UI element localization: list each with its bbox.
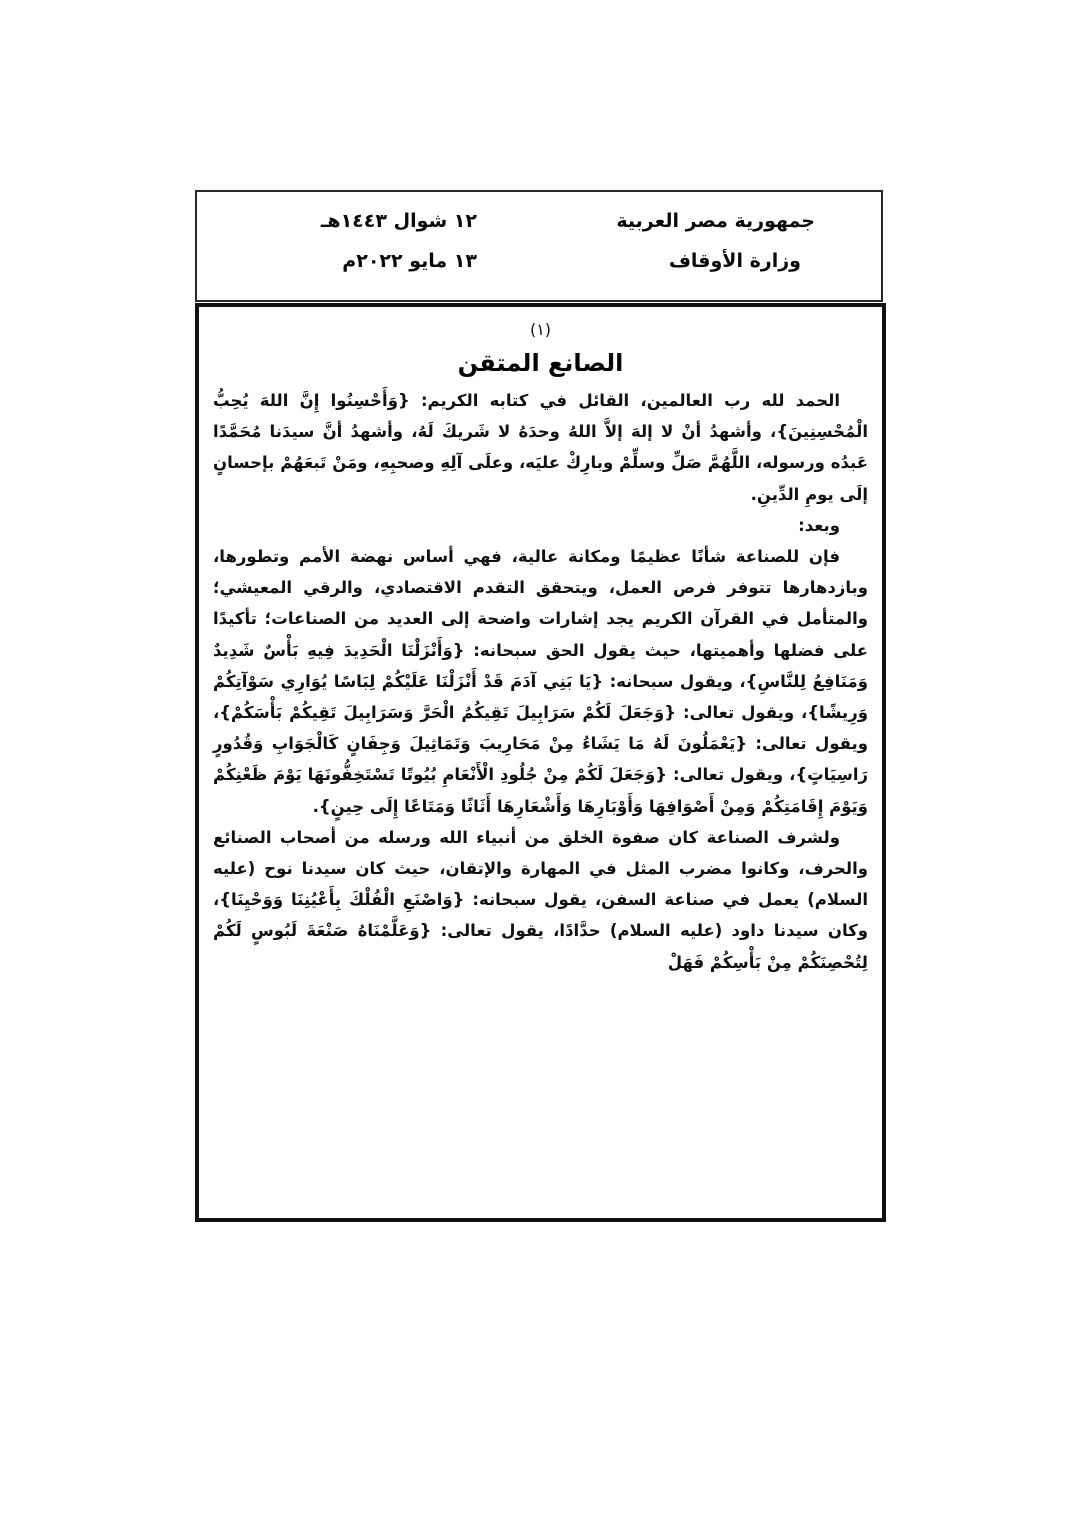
issuer-block <box>616 208 815 288</box>
date-block <box>267 208 477 288</box>
country-name: جمهورية مصر العربية <box>616 210 815 232</box>
paragraph-transition: وبعد: <box>798 515 840 535</box>
gregorian-date: ١٣ مايو ٢٠٢٢م <box>342 250 477 272</box>
ministry-name: وزارة الأوقاف <box>668 250 801 272</box>
section-number: (١) <box>529 320 552 339</box>
sermon-content <box>213 317 868 978</box>
sermon-body <box>195 303 886 1222</box>
paragraph-opening: الحمد لله رب العالمين، القائل في كتابه الكريم: {وَأَحْسِنُوا إِنَّ اللهَ يُحِبُّ الْمُحْسِنِينَ}، وأشهدُ أنْ لا إلهَ إلاَّ اللهُ وحدَهُ لا شَريكَ لَهُ، وأشهدُ أنَّ سيدَنا مُحَمَّدًا عَبدُه ورسوله، اللَّهُمَّ صَلِّ وسلِّمْ وبارِكْ عليَه، وعلَى آلِهِ وصحبِهِ، ومَنْ تَبعَهُمْ بإحسانٍ إلَى يومِ الدِّينِ. <box>213 391 868 504</box>
hijri-date: ١٢ شوال ١٤٤٣هـ <box>320 210 477 232</box>
document-header <box>195 190 883 302</box>
section-title: الصانع المتقن <box>457 349 624 377</box>
paragraph-prophets-crafts: ولشرف الصناعة كان صفوة الخلق من أنبياء الله ورسله من أصحاب الصنائع والحرف، وكانوا مضرب المثل في المهارة والإتقان، حيث كان سيدنا نوح (عليه السلام) يعمل في صناعة السفن، يقول سبحانه: {وَاصْنَعِ الْفُلْكَ بِأَعْيُنِنَا وَوَحْيِنَا}، وكان سيدنا داود (عليه السلام) حدَّادًا، يقول تعالى: {وَعَلَّمْنَاهُ صَنْعَةَ لَبُوسٍ لَكُمْ لِتُحْصِنَكُمْ مِنْ بَأْسِكُمْ فَهَلْ <box>213 827 868 972</box>
paragraph-industry-importance: فإن للصناعة شأنًا عظيمًا ومكانة عالية، فهي أساس نهضة الأمم وتطورها، وبازدهارها تتوفر فرص العمل، ويتحقق التقدم الاقتصادي، والرقي المعيشي؛ والمتأمل في القرآن الكريم يجد إشارات واضحة إلى العديد من الصناعات؛ تأكيدًا على فضلها وأهميتها، حيث يقول الحق سبحانه: {وَأَنْزَلْنَا الْحَدِيدَ فِيهِ بَأْسٌ شَدِيدٌ وَمَنَافِعُ لِلنَّاسِ}، ويقول سبحانه: {يَا بَنِي آدَمَ قَدْ أَنْزَلْنَا عَلَيْكُمْ لِبَاسًا يُوَارِي سَوْآتِكُمْ وَرِيشًا}، ويقول تعالى: {وَجَعَلَ لَكُمْ سَرَابِيلَ تَقِيكُمُ الْحَرَّ وَسَرَابِيلَ تَقِيكُمْ بَأْسَكُمْ}، ويقول تعالى: {يَعْمَلُونَ لَهُ مَا يَشَاءُ مِنْ مَحَارِيبَ وَتَمَاثِيلَ وَجِفَانٍ كَالْجَوَابِ وَقُدُورٍ رَاسِيَاتٍ}، ويقول تعالى: {وَجَعَلَ لَكُمْ مِنْ جُلُودِ الْأَنْعَامِ بُيُوتًا تَسْتَخِفُّونَهَا يَوْمَ ظَعْنِكُمْ وَيَوْمَ إِقَامَتِكُمْ وَمِنْ أَصْوَافِهَا وَأَوْبَارِهَا وَأَشْعَارِهَا أَثَاثًا وَمَتَاعًا إِلَى حِينٍ}. <box>213 547 868 816</box>
